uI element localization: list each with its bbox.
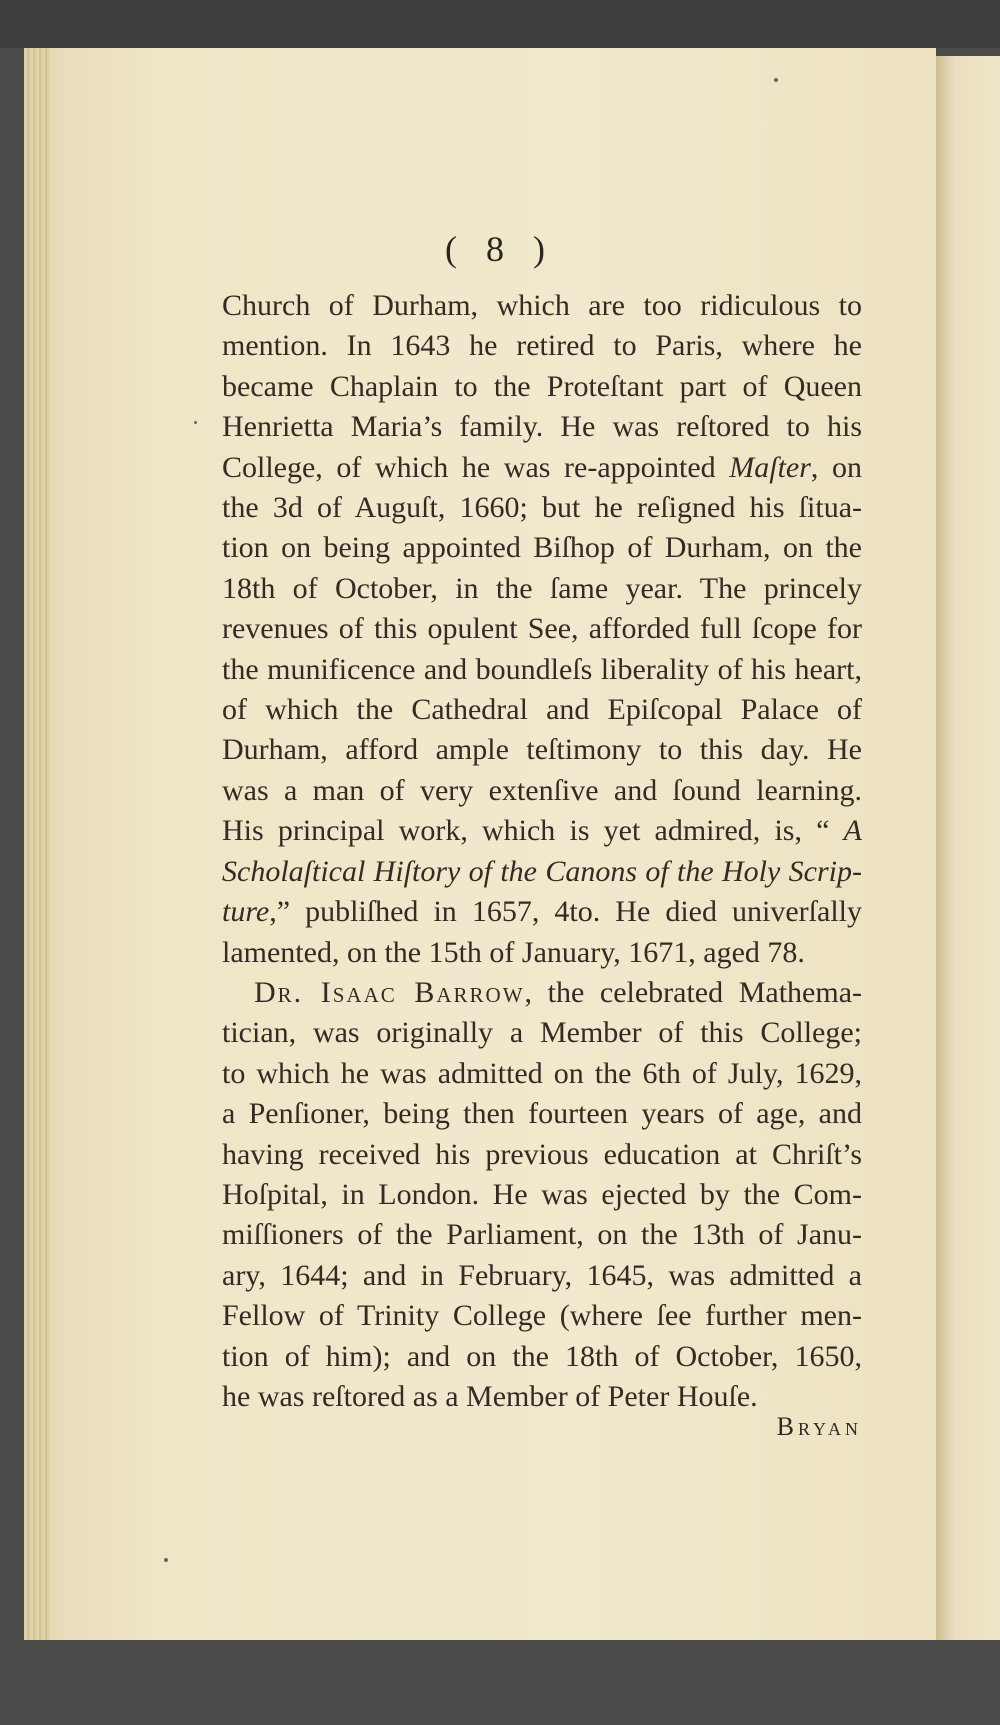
line-text: tician, was originally a Member of this College; [222,1016,862,1050]
text-line [222,286,862,326]
text-line [222,771,862,811]
facing-page-edge [936,56,1000,1640]
line-text: College, of which he was re-appointed [222,450,730,484]
line-text: he was reſtored as a Member of Peter Houſe. [222,1379,758,1413]
text-line [222,730,862,770]
text-line [222,1013,862,1053]
text-line [222,1296,862,1336]
text-line [222,407,862,447]
line-text: 18th of October, in the ſame year. The princely [222,571,862,605]
text-line [222,1215,862,1255]
line-text: to which he was admitted on the 6th of July, 1629, [222,1056,862,1090]
line-text: was a man of very extenſive and ſound learning. [222,773,862,807]
line-text: , the celebrated Mathema- [524,975,862,1009]
line-text: mention. In 1643 he retired to Paris, where he [222,329,862,363]
person-name: Dr. Isaac Barrow [254,975,525,1009]
paper-speck [194,421,197,424]
text-line [222,852,862,892]
text-line [222,448,862,488]
text-line [222,609,862,649]
line-text: ary, 1644; and in February, 1645, was admitted a [222,1258,862,1292]
line-text: Church of Durham, which are too ridiculous to [222,289,862,322]
line-text: a Penſioner, being then fourteen years of age, and [222,1097,862,1131]
paper-speck [164,1558,168,1562]
page-number: ( 8 ) [445,229,555,269]
text-line [222,367,862,407]
italic-text: A [843,814,862,848]
scan-background [0,0,1000,48]
italic-text: ture [222,895,270,929]
text-line [222,811,862,851]
line-text: the munificence and boundleſs liberality of his heart, [222,652,862,686]
book-gutter [24,48,50,1640]
line-text: the 3d of Auguſt, 1660; but he reſigned his ſitua- [222,491,862,525]
line-text: Fellow of Trinity College (where ſee further men- [222,1299,862,1333]
paper-speck [774,78,778,82]
line-text: having received his previous education at Chriſt’s [222,1137,862,1171]
line-text: ,” publiſhed in 1657, 4to. He died univerſally [269,895,862,929]
line-text: His principal work, which is yet admired, is, “ [222,814,844,848]
line-text: of which the Cathedral and Epiſcopal Palace of [222,693,862,727]
line-text: revenues of this opulent See, afforded full ſcope for [222,612,862,646]
line-text: tion of him); and on the 18th of October, 1650, [222,1339,862,1373]
text-line [222,488,862,528]
line-text: , on [810,450,862,484]
text-line [222,1256,862,1296]
line-text: Hoſpital, in London. He was ejected by the Com- [222,1177,862,1211]
body-text [222,286,862,1417]
text-line [222,326,862,366]
text-line [222,528,862,568]
text-line [222,1135,862,1175]
text-line [222,1175,862,1215]
line-text: miſſioners of the Parliament, on the 13th of Janu- [222,1218,862,1252]
italic-text: Maſter [729,450,811,484]
line-text: Henrietta Maria’s family. He was reſtored to his [222,410,862,444]
text-line [222,569,862,609]
line-text: tion on being appointed Biſhop of Durham, on the [222,531,862,565]
line-text: became Chaplain to the Proteſtant part of Queen [222,369,862,403]
text-line [222,973,862,1013]
italic-text: Scholaſtical Hiſtory of the Canons of the Holy Scrip- [222,854,862,888]
text-line [222,690,862,730]
line-text: Durham, afford ample teſtimony to this day. He [222,733,862,767]
text-line [222,933,862,973]
line-text: lamented, on the 15th of January, 1671, aged 78. [222,935,805,969]
catchword: Bryan [776,1412,862,1441]
text-line [222,892,862,932]
text-line [222,1054,862,1094]
text-line [222,1337,862,1377]
text-line [222,1094,862,1134]
text-line [222,650,862,690]
